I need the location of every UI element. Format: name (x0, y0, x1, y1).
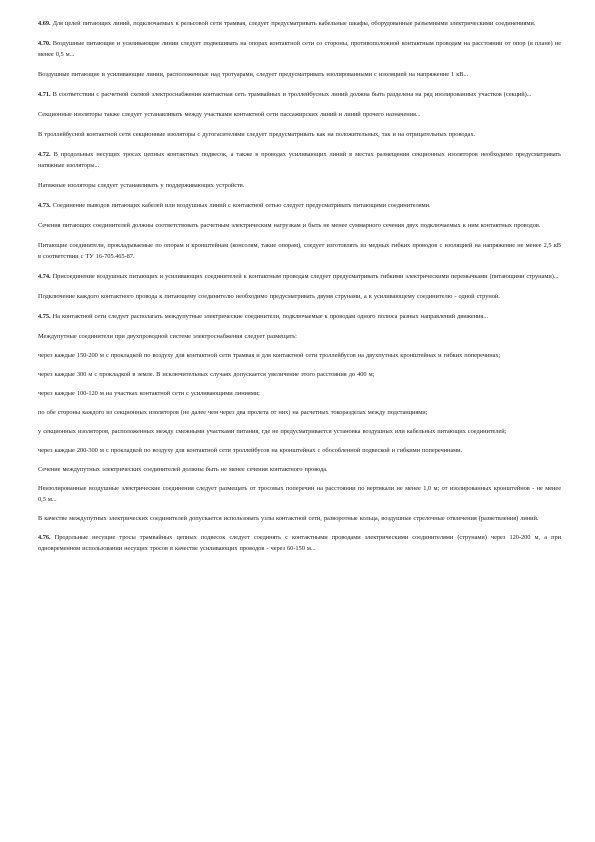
paragraph (38, 311, 561, 322)
paragraph (38, 129, 561, 140)
paragraph-text: Подключение каждого контактного провода к питающему соединителю необходимо предусматривать двумя струнами, а к усиливающему соединителю - одной струной. (38, 293, 500, 300)
paragraph-text: Сечение междупутных электрических соединителей должны быть не менее сечения контактного провода. (38, 466, 328, 473)
paragraph-text: Питающие соединители, прокладываемые по опорам и кронштейнам (консолям, такие опорам), следует изготовлять из медных гибких проводов с изоляцией на напряжение не менее 2,5 кВ в соответствии с ТУ 16-705.465-87. (38, 242, 561, 260)
paragraph (38, 350, 561, 361)
paragraph-text: Воздушные питающие и усиливающие линии следует подвешивать на опорах контактной сети со стороны, противоположной контактным проводам на расстоянии от опор (в плане) не менее 0,5 м... (38, 40, 561, 58)
paragraph (38, 89, 561, 100)
paragraph (38, 513, 561, 524)
paragraph-text: через каждые 200-300 м с прокладкой по воздуху для контактной сети троллейбусов на кронштейнах с обособленной подвеской и гибкими поперечинами. (38, 447, 463, 454)
paragraph (38, 407, 561, 418)
paragraph-text: по обе стороны каждого из секционных изоляторов (не далее чем через два пролета от них) на расчетных токоразделах между подстанциями; (38, 409, 428, 416)
paragraph-text: через каждые 100-120 м на участках контактной сети с усиливающими линиями; (38, 390, 260, 397)
paragraph (38, 388, 561, 399)
clause-number: 4.76. (38, 534, 51, 541)
paragraph-text: Продольные несущие тросы трамвайных цепных подвесок следует соединять с контактными проводами электрическими соединителями (струнами) через 120-200 м, а при одновременном использовании несущих тросов в качестве усиливающих проводов - через 60-150 м... (38, 534, 561, 552)
paragraph (38, 369, 561, 380)
clause-number: 4.74. (38, 273, 51, 280)
paragraph-text: Для целей питающих линий, подключаемых к рельсовой сети трамвая, следует предусматривать кабельные шкафы, оборудованные разъемными электрическими соединениями. (52, 20, 536, 27)
paragraph-text: В продольных несущих тросах цепных контактных подвесок, а также в проводах усиливающих линий в местах размещения секционных изоляторов необходимо предусматривать натяжные изоляторы... (38, 151, 561, 169)
paragraph (38, 532, 561, 554)
clause-number: 4.75. (38, 313, 51, 320)
clause-number: 4.72. (38, 151, 51, 158)
paragraph (38, 38, 561, 60)
paragraph-text: В соответствии с расчетной схемой электроснабжения контактная сеть трамвайных и троллейбусных линий должна быть разделена на ряд изолированных участков (секций)... (52, 91, 532, 98)
clause-number: 4.71. (38, 91, 51, 98)
paragraph (38, 291, 561, 302)
paragraph (38, 109, 561, 120)
paragraph-text: Секционные изоляторы также следует устанавливать между участками контактной сети пассажирских линий и линий прочего назначения... (38, 111, 421, 118)
paragraph (38, 149, 561, 171)
paragraph (38, 331, 561, 342)
paragraph (38, 445, 561, 456)
paragraph (38, 200, 561, 211)
paragraph-text: через каждые 300 м с прокладкой в земле. В исключительных случаях допускается увеличение этого расстояния до 400 м; (38, 371, 375, 378)
paragraph (38, 69, 561, 80)
paragraph-text: Сечения питающих соединителей должны соответствовать расчетным электрическим нагрузкам и быть не менее суммарного сечения двух подключаемых к ним контактных проводов. (38, 222, 541, 229)
paragraph-text: Неизолированные воздушные электрические соединения следует размещать от тросовых поперечин на расстоянии по вертикали не менее 1,0 м; от изолированных кронштейнов - не менее 0,5 м... (38, 485, 561, 503)
paragraph-text: Воздушные питающие и усиливающие линии, расположенные над тротуарами, следует предусматривать изолированными с изоляцией на напряжение 1 кВ... (38, 71, 469, 78)
clause-number: 4.70. (38, 40, 51, 47)
paragraph-text: через каждые 150-200 м с прокладкой по воздуху для контактной сети трамвая и для контактной сети троллейбусов на двухпутных кронштейнах и гибких поперечинах; (38, 352, 501, 359)
clause-number: 4.73. (38, 202, 51, 209)
paragraph-text: Натяжные изоляторы следует устанавливать у поддерживающих устройств. (38, 182, 245, 189)
paragraph (38, 220, 561, 231)
paragraph-text: Соединение выводов питающих кабелей или воздушных линий с контактной сетью следует предусматривать питающими соединителями. (52, 202, 431, 209)
paragraph (38, 483, 561, 505)
clause-number: 4.69. (38, 20, 51, 27)
paragraph-text: у секционных изоляторов, расположенных между смежными участками питания, где не предусматривается установка воздушных или кабельных питающих соединителей; (38, 428, 507, 435)
paragraph (38, 240, 561, 262)
paragraph-text: На контактной сети следует располагать междупутные электрические соединители, подключаемые к проводам одного полюса разных направлений движения... (52, 313, 488, 320)
paragraph (38, 180, 561, 191)
paragraph-text: Присоединение воздушных питающих и усиливающих соединителей к контактным проводам следует предусматривать гибкими электрическими перемычками (питающими струнами)... (52, 273, 559, 280)
paragraph (38, 426, 561, 437)
paragraph-text: В качестве междупутных электрических соединителей допускается использовать узлы контактной сети, разворотные кольца, воздушные стрелочные отвлечения (разветвления) линий. (38, 515, 539, 522)
paragraph-text: В троллейбусной контактной сети секционные изоляторы с дугогасителями следует предусматривать как на положительных, так и на отрицательных проводах. (38, 131, 476, 138)
paragraph-text: Междупутные соединители при двухпроводной системе электроснабжения следует размещать: (38, 333, 297, 340)
paragraph (38, 271, 561, 282)
paragraph (38, 464, 561, 475)
paragraph (38, 18, 561, 29)
